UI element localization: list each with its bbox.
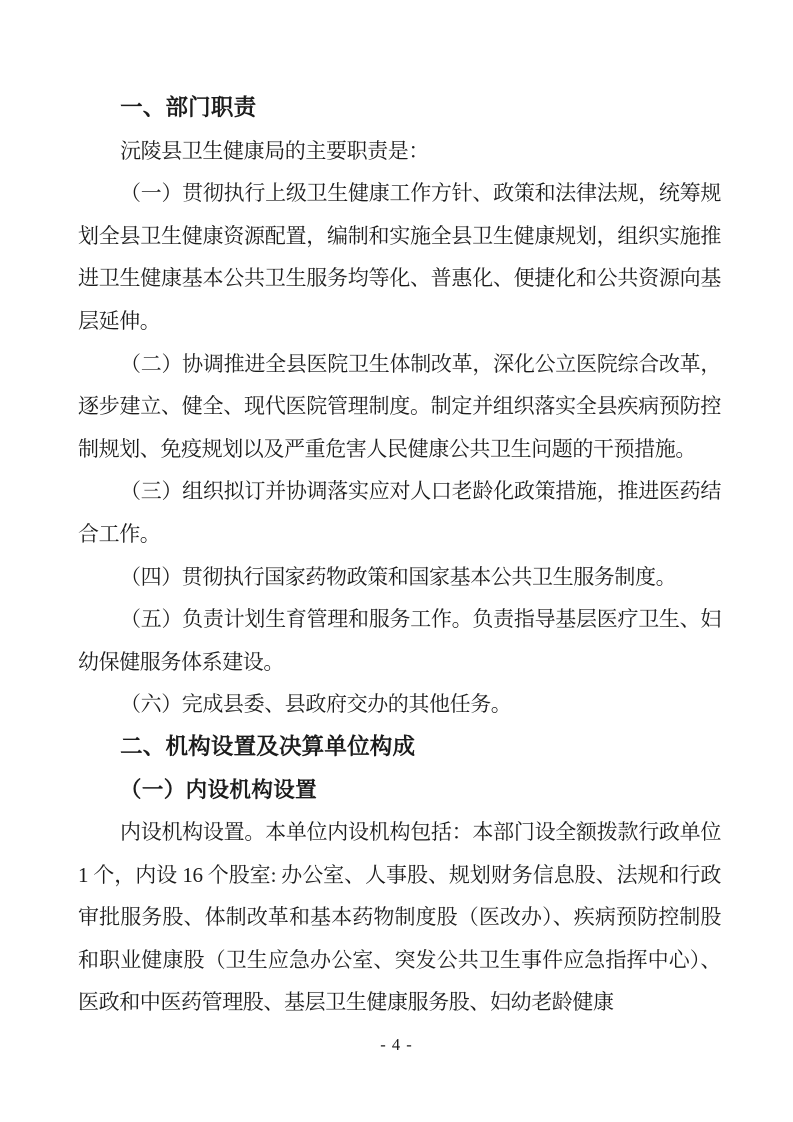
paragraph-intro: 沅陵县卫生健康局的主要职责是： xyxy=(120,138,429,163)
paragraph-duty-1: （一）贯彻执行上级卫生健康工作方针、政策和法律法规，统筹规划全县卫生健康资源配置，编制和实施全县卫生健康规划，组织实施推进卫生健康基本公共卫生服务均等化、普惠化、便捷化和公共资源向基层延伸。 xyxy=(78,181,721,333)
document-content xyxy=(78,87,721,1024)
paragraph-duty-3: （三）组织拟订并协调落实应对人口老龄化政策措施，推进医药结合工作。 xyxy=(78,479,721,546)
paragraph-duty-6: （六）完成县委、县政府交办的其他任务。 xyxy=(120,692,512,717)
page-number: - 4 - xyxy=(380,1035,413,1054)
section-heading-department-duties: 一、部门职责 xyxy=(120,95,257,120)
paragraph-duty-5: （五）负责计划生育管理和服务工作。负责指导基层医疗卫生、妇幼保健服务体系建设。 xyxy=(78,607,721,674)
paragraph-duty-2: （二）协调推进全县医院卫生体制改革，深化公立医院综合改革，逐步建立、健全、现代医院管理制度。制定并组织落实全县疾病预防控制规划、免疫规划以及严重危害人民健康公共卫生问题的干预措施。 xyxy=(78,351,721,461)
paragraph-duty-4: （四）贯彻执行国家药物政策和国家基本公共卫生服务制度。 xyxy=(120,564,677,589)
paragraph-internal-org: 内设机构设置。本单位内设机构包括：本部门设全额拨款行政单位 1 个，内设 16 个股室: 办公室、人事股、规划财务信息股、法规和行政审批服务股、体制改革和基本药物制度股（医改办）、疾病预防控制股和职业健康股（卫生应急办公室、突发公共卫生事件应急指挥中心）、医政和中医药管理股、基层卫生健康服务股、妇幼老龄健康 xyxy=(78,820,721,1015)
section-heading-org-structure: 二、机构设置及决算单位构成 xyxy=(120,733,416,759)
subsection-heading-internal-org: （一）内设机构设置 xyxy=(119,777,318,802)
